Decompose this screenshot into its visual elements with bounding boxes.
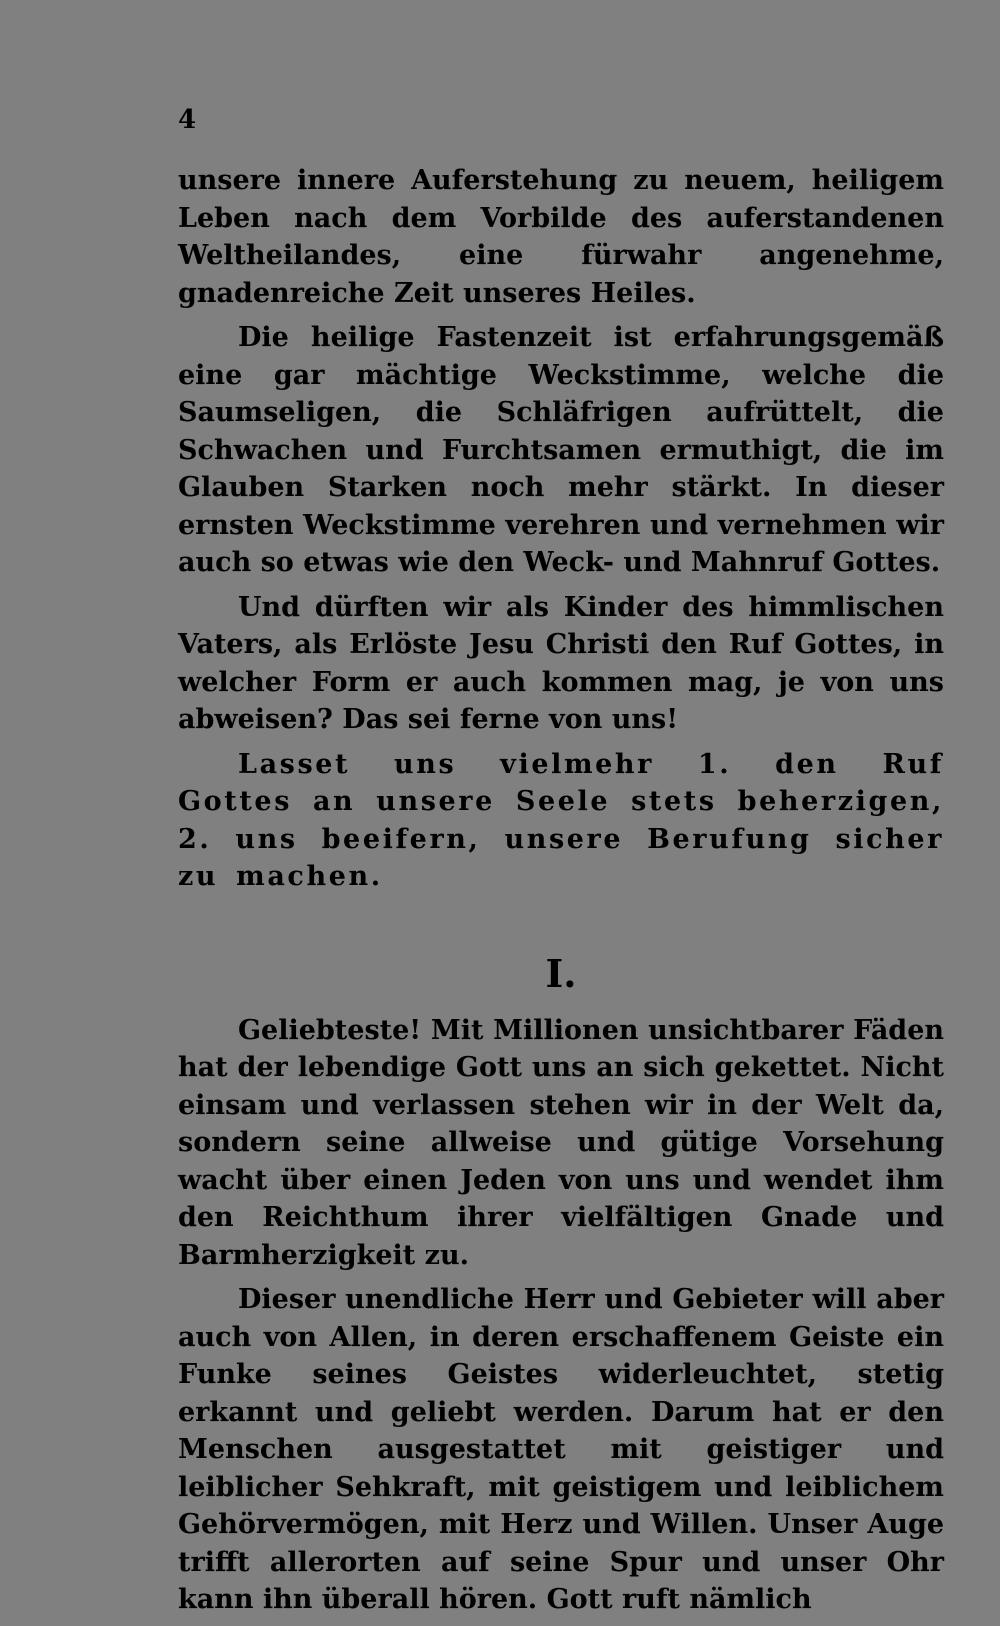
- page-number: 4: [178, 105, 197, 135]
- book-page: [178, 100, 944, 1626]
- paragraph-sermon-outline: Lasset uns vielmehr 1. den Ruf Gottes an unsere Seele stets beherzigen, 2. uns beeifern, unsere Berufung sicher zu machen.: [178, 748, 944, 892]
- paragraph-continuation: unsere innere Auferstehung zu neuem, heiligem Leben nach dem Vorbilde des auferstandenen Weltheilandes, eine fürwahr angenehme, gnadenreiche Zeit unseres Heiles.: [178, 165, 944, 309]
- section-heading: I.: [545, 950, 577, 996]
- paragraph-lent-wakeup-call: Die heilige Fastenzeit ist erfahrungsgemäß eine gar mächtige Weckstimme, welche die Saumseligen, die Schläfrigen aufrüttelt, die Schwachen und Furchtsamen ermuthigt, die im Glauben Starken noch mehr stärkt. In dieser ernsten Weckstimme verehren und vernehmen wir auch so etwas wie den Weck- und Mahnruf Gottes.: [178, 322, 944, 578]
- paragraph-infinite-lord: Dieser unendliche Herr und Gebieter will aber auch von Allen, in deren erschaffenem Geiste ein Funke seines Geistes widerleuchtet, stetig erkannt und geliebt werden. Darum hat er den Menschen ausgestattet mit geistiger und leiblicher Sehkraft, mit geistigem und leiblichem Gehörvermögen, mit Herz und Willen. Unser Auge trifft allerorten auf seine Spur und unser Ohr kann ihn überall hören. Gott ruft nämlich: [178, 1284, 944, 1615]
- paragraph-beloved: Geliebteste! Mit Millionen unsichtbarer Fäden hat der lebendige Gott uns an sich gekettet. Nicht einsam und verlassen stehen wir in der Welt da, sondern seine allweise und gütige Vorsehung wacht über einen Jeden von uns und wendet ihm den Reichthum ihrer vielfältigen Gnade und Barmherzigkeit zu.: [178, 1014, 944, 1271]
- paragraph-children-of-father: Und dürften wir als Kinder des himmlischen Vaters, als Erlöste Jesu Christi den Ruf Gottes, in welcher Form er auch kommen mag, je von uns abweisen? Das sei ferne von uns!: [178, 591, 944, 735]
